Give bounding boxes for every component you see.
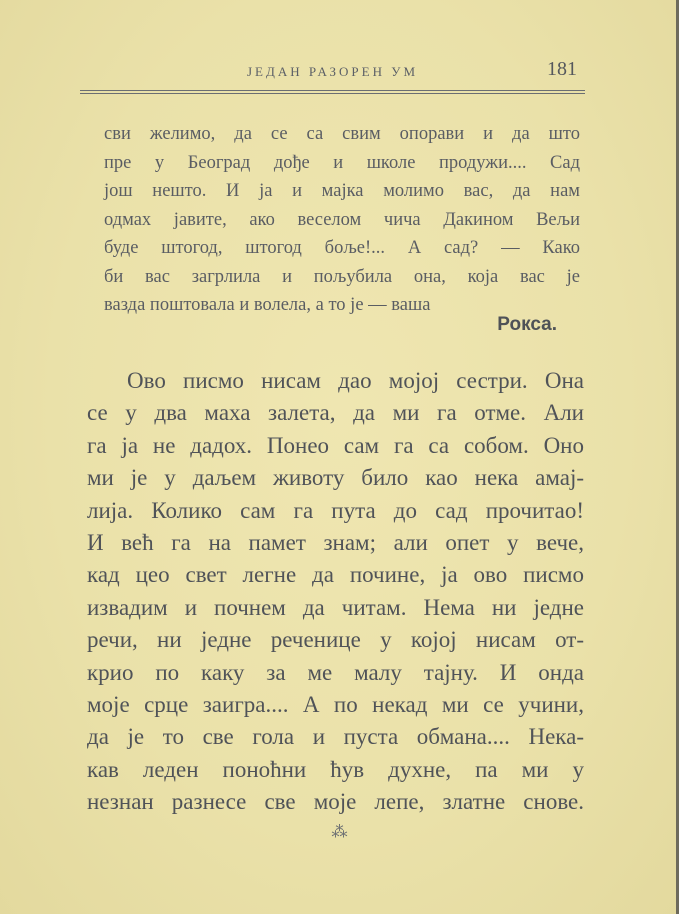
page-number: 181 <box>547 58 577 80</box>
letter-quote <box>104 120 580 320</box>
letter-line: одмах јавите, ако веселом чича Дакином Вељи <box>104 209 580 230</box>
letter-line: вазда поштовала и волела, а то је — ваша <box>104 295 431 315</box>
body-line: моје срце заигра.... А по некад ми се учини, <box>87 691 584 717</box>
body-line: кав леден поноћни ћув духне, па ми у <box>87 756 584 782</box>
section-ornament: ⁂ <box>331 824 348 841</box>
body-line: речи, ни једне реченице у којој нисам от- <box>87 627 584 653</box>
running-title: ЈЕДАН РАЗОРЕН УМ <box>247 64 418 79</box>
letter-line: још нешто. И ја и мајка молимо вас, да нам <box>104 181 580 201</box>
header-rule-bottom <box>80 93 585 94</box>
body-line: ми је у даљем животу било као нека амај- <box>87 465 584 491</box>
body-line: крио по каку за ме малу тајну. И онда <box>87 659 584 685</box>
body-line: кад цео свет легне да почине, ја ово писмо <box>87 562 584 588</box>
body-line: незнан разнесе све моје лепе, златне снове. <box>87 789 584 815</box>
body-line: извадим и почнем да читам. Нема ни једне <box>87 594 584 620</box>
header-rule-top <box>80 90 585 91</box>
body-line: се у два маха залета, да ми га отме. Али <box>87 400 584 426</box>
body-line: лија. Колико сам га пута до сад прочитао! <box>87 497 584 523</box>
letter-line: пре у Београд дође и школе продужи.... Сад <box>104 152 580 173</box>
body-line: И већ га на памет знам; али опет у вече, <box>87 529 584 555</box>
letter-line: буде штогод, штогод боље!... А сад? — Како <box>104 238 580 258</box>
body-line: да је то све гола и пуста обмана.... Нека- <box>87 724 584 750</box>
page-header <box>80 58 585 88</box>
letter-signature: Рокса. <box>497 314 557 335</box>
body-line: га ја не дадох. Понео сам га са собом. Оно <box>87 432 584 458</box>
body-line: Ово писмо нисам дао мојој сестри. Она <box>127 368 584 393</box>
body-paragraph <box>87 365 584 818</box>
letter-line: сви желимо, да се са свим опорави и да што <box>104 124 580 144</box>
letter-line: би вас загрлила и пољубила она, која вас је <box>104 266 580 287</box>
